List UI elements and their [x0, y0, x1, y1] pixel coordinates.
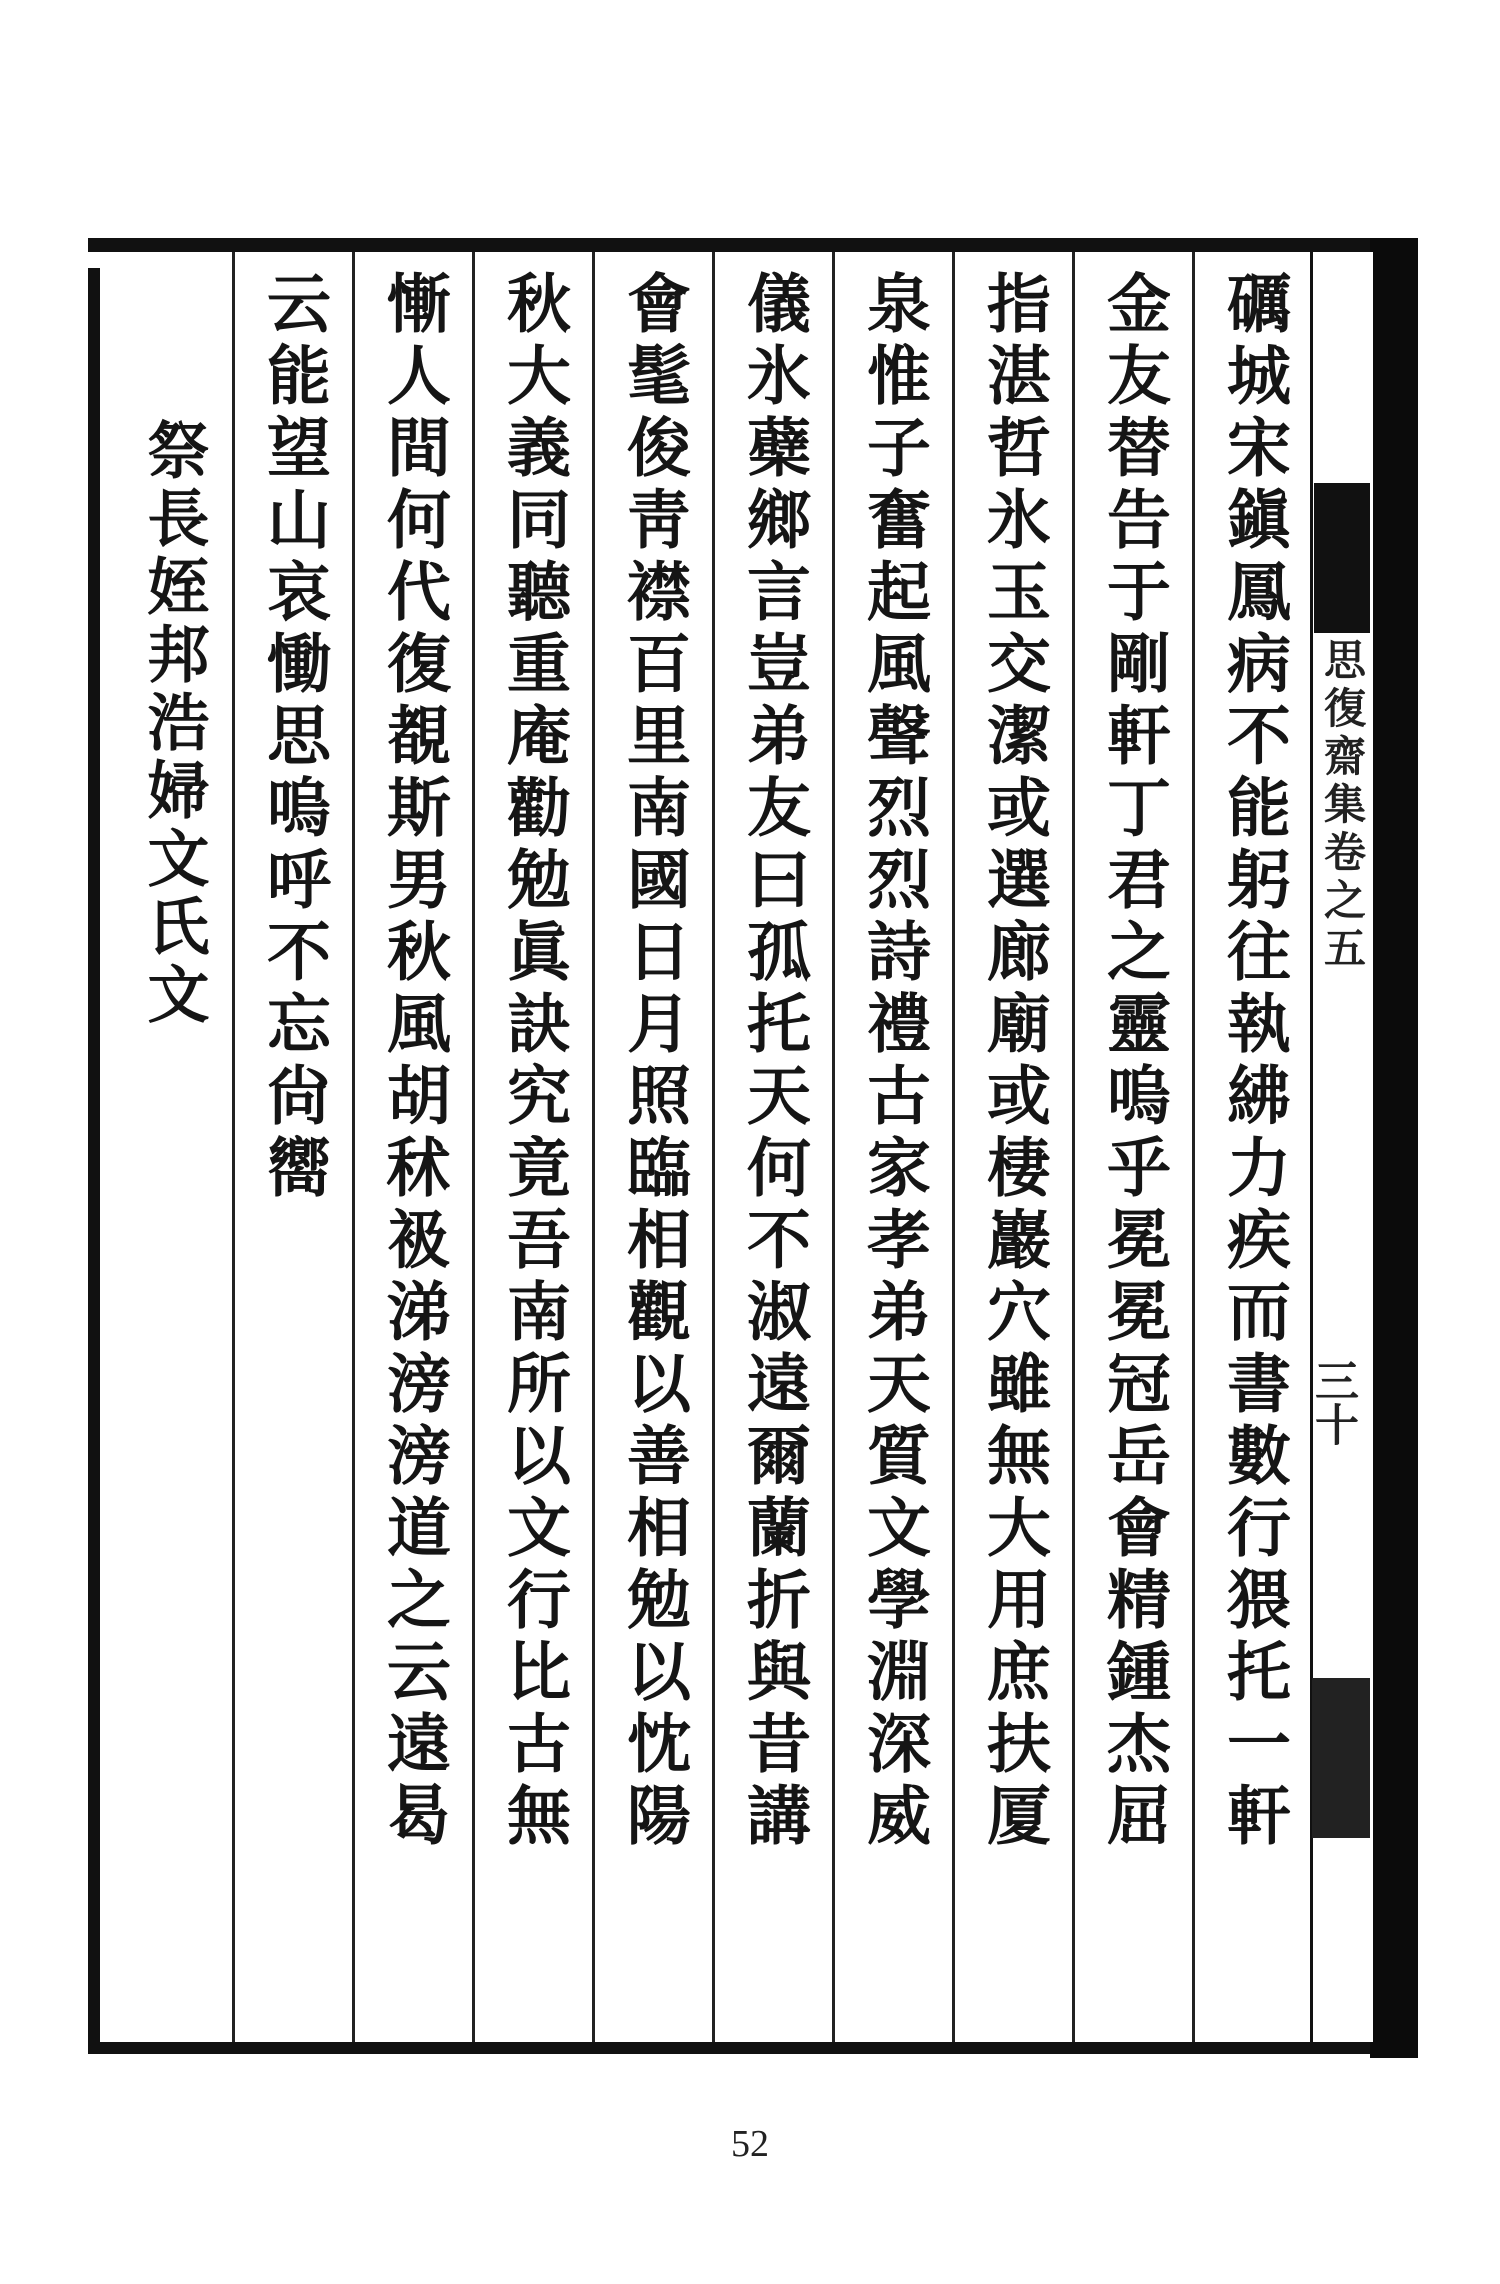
- text-column-2: 金友替告于剛軒丁君之靈嗚乎冕冕冠岳會精鍾杰屈: [1096, 270, 1171, 1854]
- column-rule: [232, 252, 235, 2042]
- page-frame: [88, 238, 1418, 2058]
- column-rule: [712, 252, 715, 2042]
- column-rule: [952, 252, 955, 2042]
- bottom-border-rule: [88, 2042, 1378, 2054]
- column-rule: [1192, 252, 1195, 2042]
- column-rule: [472, 252, 475, 2042]
- text-column-8: 慚人間何代復覩斯男秋風胡秫衱涕滂滂道之云遠曷: [376, 270, 451, 1854]
- top-border-rule: [88, 238, 1378, 252]
- text-column-9: 云能望山哀慟思嗚呼不忘尙嚮: [256, 270, 331, 1206]
- margin-ink-block: [1312, 1678, 1370, 1838]
- margin-book-title: 思復齋集卷之五: [1318, 638, 1367, 974]
- text-column-5: 儀氷蘗鄉言豈弟友曰孤托天何不淑遠爾蘭折與昔講: [736, 270, 811, 1854]
- text-column-6: 會髦俊靑襟百里南國日月照臨相觀以善相勉以忱陽: [616, 270, 691, 1854]
- section-heading-column: 祭長姪邦浩婦文氏文: [137, 418, 210, 1030]
- page-number: 52: [731, 2123, 769, 2165]
- column-rule: [1072, 252, 1075, 2042]
- column-rule: [592, 252, 595, 2042]
- binding-strip: [1370, 238, 1418, 2058]
- column-rule: [832, 252, 835, 2042]
- left-border-rule: [88, 268, 100, 2044]
- text-column-3: 指湛哲氷玉交潔或選廊廟或棲巖穴雖無大用庶扶厦: [976, 270, 1051, 1854]
- text-column-1: 礪城宋鎭鳳病不能躬往執紼力疾而書數行猥托一軒: [1216, 270, 1291, 1854]
- fish-tail-mark: [1314, 483, 1370, 633]
- text-column-4: 泉惟子奮起風聲烈烈詩禮古家孝弟天質文學淵深威: [856, 270, 931, 1854]
- column-rule: [352, 252, 355, 2042]
- text-column-7: 秋大義同聽重庵勸勉眞訣究竟吾南所以文行比古無: [496, 270, 571, 1854]
- margin-folio: 三十: [1307, 1358, 1358, 1446]
